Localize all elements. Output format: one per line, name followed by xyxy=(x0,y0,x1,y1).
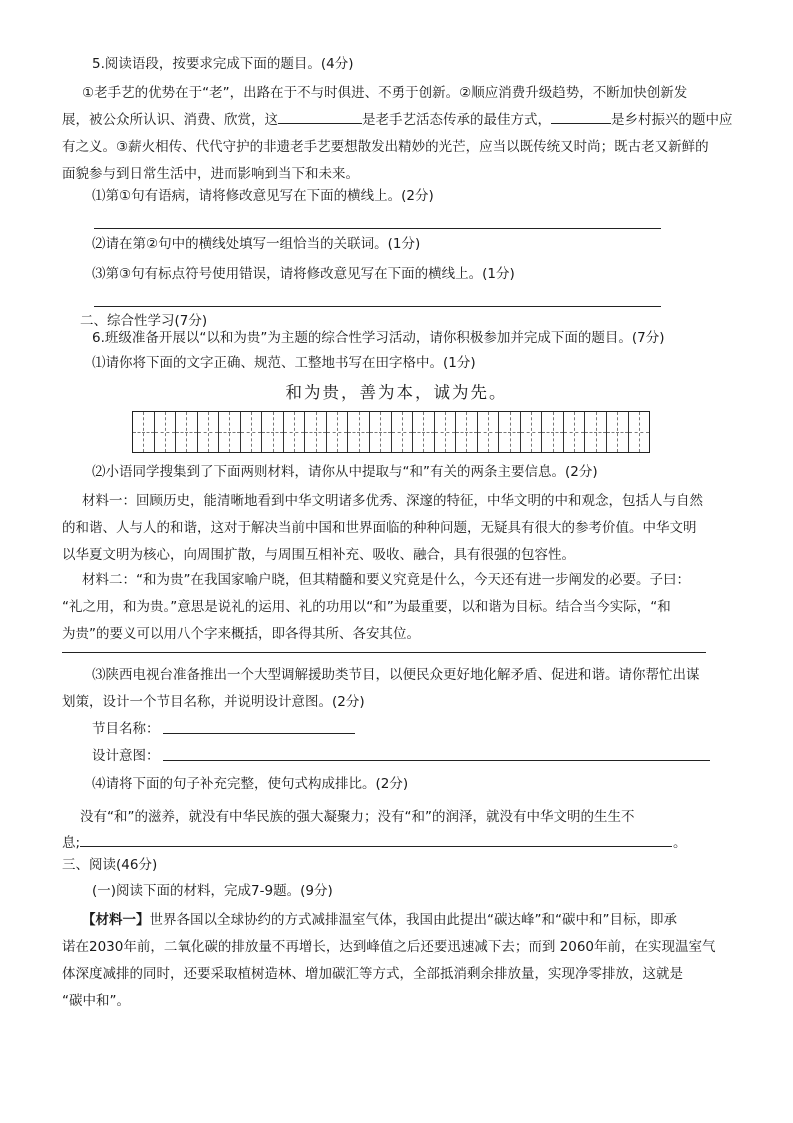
material2-line: 为贵”的要义可以用八个字来概括，即各得其所、各安其位。 xyxy=(62,626,420,642)
tianzige-cell[interactable] xyxy=(563,412,585,452)
q5-passage-text: 是老手艺活态传承的最佳方式， xyxy=(362,112,551,128)
tianzige-cell[interactable] xyxy=(628,412,650,452)
q5-sub3: ⑶第③句有标点符号使用错误，请将修改意见写在下面的横线上。(1分) xyxy=(92,266,515,282)
material1-block xyxy=(62,488,738,569)
tianzige-cell[interactable] xyxy=(434,412,456,452)
q6-sub4: ⑷请将下面的句子补充完整，使句式构成排比。(2分) xyxy=(92,776,409,792)
design-intent-label: 设计意图： xyxy=(92,748,160,764)
tianzige-cell[interactable] xyxy=(197,412,219,452)
tianzige-cell[interactable] xyxy=(218,412,240,452)
parallel-end: 。 xyxy=(673,835,687,851)
q5-title: 5.阅读语段，按要求完成下面的题目。(4分) xyxy=(92,56,354,72)
material1-line: 的和谐、人与人的和谐，这对于解决当前中国和世界面临的种种问题，无疑具有很大的参考价值。中华文明 xyxy=(62,520,697,536)
material2-line: “礼之用，和为贵。”意思是说礼的运用、礼的功用以“和”为最重要，以和谐为目标。结合当今实际，“和 xyxy=(62,599,671,615)
tianzige-cell[interactable] xyxy=(133,412,154,452)
section3-material1-line: 体深度减排的同时，还要采取植树造林、增加碳汇等方式，全部抵消剩余排放量，实现净零排放，这就是 xyxy=(62,966,683,982)
q6-sub1: ⑴请你将下面的文字正确、规范、工整地书写在田字格中。(1分) xyxy=(92,355,476,371)
tianzige-cell[interactable] xyxy=(412,412,434,452)
q5-sub3-answer-line[interactable] xyxy=(94,306,661,307)
section3-heading: 三、阅读(46分) xyxy=(62,857,158,873)
q5-sub1: ⑴第①句有语病，请将修改意见写在下面的横线上。(2分) xyxy=(92,188,434,204)
tianzige-cell[interactable] xyxy=(541,412,563,452)
section3-material1-text: 世界各国以全球协约的方式减排温室气体，我国由此提出“碳达峰”和“碳中和”目标，即承 xyxy=(149,912,677,928)
tianzige-cell[interactable] xyxy=(477,412,499,452)
parallel-answer-line[interactable] xyxy=(80,846,672,847)
q5-sub2: ⑵请在第②句中的横线处填写一组恰当的关联词。(1分) xyxy=(92,236,421,252)
tianzige-cell[interactable] xyxy=(391,412,413,452)
material2-block xyxy=(62,567,738,648)
motto-text: 和为贵，善为本，诚为先。 xyxy=(285,383,508,402)
q5-passage-line: 有之义。③薪火相传、代代守护的非遗老手艺要想散发出精妙的光芒，应当以既传统又时尚；既古老又新鲜的 xyxy=(62,139,709,155)
q6-title: 6.班级准备开展以“以和为贵”为主题的综合性学习活动，请你积极参加并完成下面的题目。(7分) xyxy=(92,330,665,346)
q5-connective-blank-2[interactable] xyxy=(551,109,611,124)
tianzige-cell[interactable] xyxy=(498,412,520,452)
section3-material1 xyxy=(62,907,738,1015)
parallel-sentence: 没有“和”的滋养，就没有中华民族的强大凝聚力；没有“和”的润泽，就没有中华文明的生生不 xyxy=(80,809,635,825)
tianzige-cell[interactable] xyxy=(455,412,477,452)
section3-part1: (一)阅读下面的材料，完成7-9题。(9分) xyxy=(92,883,333,899)
program-name-label: 节目名称： xyxy=(92,721,160,737)
tianzige-cell[interactable] xyxy=(175,412,197,452)
section3-material1-line: 诺在2030年前，二氧化碳的排放量不再增长，达到峰值之后还要迅速减下去；而到 2060年前，在实现温室气 xyxy=(62,939,716,955)
section3-material1-line: “碳中和”。 xyxy=(62,993,130,1009)
q6-sub3-line: ⑶陕西电视台准备推出一个大型调解援助类节目，以便民众更好地化解矛盾、促进和谐。请你帮忙出谋 xyxy=(92,667,700,683)
q6-sub3-block xyxy=(62,662,738,716)
tianzige-grid[interactable] xyxy=(132,411,650,453)
tianzige-cell[interactable] xyxy=(240,412,262,452)
tianzige-cell[interactable] xyxy=(326,412,348,452)
q5-passage-text: 是乡村振兴的题中应 xyxy=(611,112,733,128)
parallel-start: 息; xyxy=(62,835,81,851)
material1-line: 以华夏文明为核心，向周围扩散，与周围互相补充、吸收、融合，具有很强的包容性。 xyxy=(62,547,575,563)
section3-material1-line xyxy=(62,907,738,934)
q5-passage-line xyxy=(62,107,738,134)
tianzige-cell[interactable] xyxy=(584,412,606,452)
q6-sub3-line: 划策，设计一个节目名称，并说明设计意图。(2分) xyxy=(62,694,365,710)
tianzige-cell[interactable] xyxy=(304,412,326,452)
q6-sub2-answer-line[interactable] xyxy=(62,652,706,653)
q5-passage xyxy=(62,80,738,188)
section2-heading: 二、综合性学习(7分) xyxy=(80,313,208,329)
material1-label: 【材料一】 xyxy=(82,912,150,928)
q5-passage-line: 面貌参与到日常生活中，进而影响到当下和未来。 xyxy=(62,166,359,182)
tianzige-cell[interactable] xyxy=(283,412,305,452)
material2-line: 材料二：“和为贵”在我国家喻户晓，但其精髓和要义究竟是什么，今天还有进一步阐发的必要。子曰： xyxy=(82,572,690,588)
q5-passage-text: 展，被公众所认识、消费、欣赏，这 xyxy=(62,112,278,128)
q5-connective-blank-1[interactable] xyxy=(278,109,362,124)
tianzige-cell[interactable] xyxy=(606,412,628,452)
material1-line: 材料一：回顾历史，能清晰地看到中华文明诸多优秀、深邃的特征，中华文明的中和观念，包括人与自然 xyxy=(82,493,703,509)
q5-passage-line: ①老手艺的优势在于“老”，出路在于不与时俱进、不勇于创新。②顺应消费升级趋势，不断加快创新发 xyxy=(82,85,688,101)
q6-sub2: ⑵小语同学搜集到了下面两则材料，请你从中提取与“和”有关的两条主要信息。(2分) xyxy=(92,464,598,480)
tianzige-cell[interactable] xyxy=(261,412,283,452)
q5-sub1-answer-line[interactable] xyxy=(94,228,661,229)
tianzige-cell[interactable] xyxy=(154,412,176,452)
tianzige-cell[interactable] xyxy=(347,412,369,452)
program-name-input-line[interactable] xyxy=(163,733,355,734)
tianzige-cell[interactable] xyxy=(520,412,542,452)
design-intent-input-line[interactable] xyxy=(163,760,710,761)
tianzige-cell[interactable] xyxy=(369,412,391,452)
